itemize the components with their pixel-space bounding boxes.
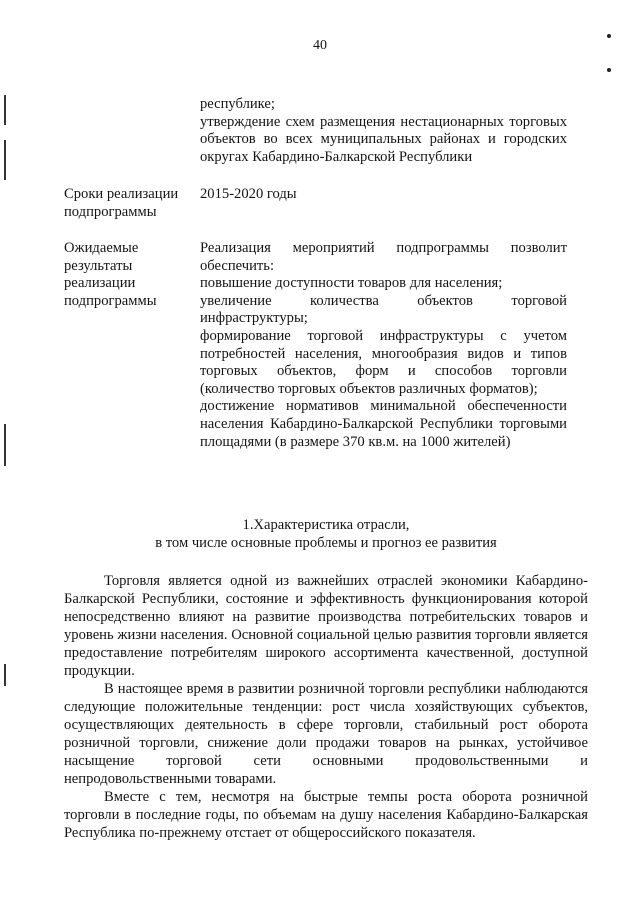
body-paragraph: Вместе с тем, несмотря на быстрые темпы роста оборота розничной торговли в последние годы, по объемам на душу населения Кабардино-Балкарская Республика по-прежнему отстает от общероссийского показателя. xyxy=(64,789,588,841)
body-paragraph: В настоящее время в развитии розничной торговли республики наблюдаются следующие положительные тенденции: рост числа хозяйствующих субъектов, осуществляющих деятельность в сфере торговли, стабильный рост оборота розничной торговли, снижение доли продажи товаров на рынках, устойчивое насыщение торговой сети основными продовольственными и непродовольственными товарами. xyxy=(64,681,588,787)
continuation-line: утверждение схем размещения нестационарных торговых объектов во всех муниципальных районах и городских округах Кабардино-Балкарской Республики xyxy=(200,113,567,165)
expected-item: повышение доступности товаров для населения; xyxy=(200,275,503,292)
expected-label: Ожидаемые результаты реализации подпрограммы xyxy=(64,240,157,309)
section-heading xyxy=(64,516,588,552)
expected-item: Реализация мероприятий подпрограммы позволит обеспечить: xyxy=(200,240,567,274)
continuation-line: республике; xyxy=(200,96,275,112)
section-title-line: 1.Характеристика отрасли, xyxy=(242,517,410,533)
terms-label: Сроки реализации подпрограммы xyxy=(64,186,179,220)
expected-item: формирование торговой инфраструктуры с учетом потребностей населения, многообразия видов и типов торговых объектов, форм и способов торговли (количество торговых объектов различных форматов); xyxy=(200,327,567,397)
expected-item: достижение нормативов минимальной обеспеченности населения Кабардино-Балкарской Республики торговыми площадями (в размере 370 кв.м. на 1000 жителей) xyxy=(200,398,567,450)
scan-dot xyxy=(607,68,611,72)
scan-dot xyxy=(607,34,611,38)
terms-value: 2015-2020 годы xyxy=(200,186,297,202)
page-number: 40 xyxy=(313,38,327,53)
margin-line xyxy=(4,140,6,180)
body-paragraph: Торговля является одной из важнейших отраслей экономики Кабардино-Балкарской Республики, состояние и эффективность функционирования которой непосредственно влияют на развитие производства потребительских товаров и уровень жизни населения. Основной социальной целью развития торговли является предоставление потребителям широкого ассортимента качественной, доступной продукции. xyxy=(64,573,588,679)
expected-block xyxy=(200,240,567,451)
continuation-block xyxy=(200,96,567,166)
margin-line xyxy=(4,664,6,686)
expected-item: увеличение количества объектов торговой инфраструктуры; xyxy=(200,292,567,327)
section-body xyxy=(64,572,588,842)
margin-line xyxy=(4,424,6,466)
section-title-line: в том числе основные проблемы и прогноз ее развития xyxy=(155,535,497,551)
margin-line xyxy=(4,95,6,125)
